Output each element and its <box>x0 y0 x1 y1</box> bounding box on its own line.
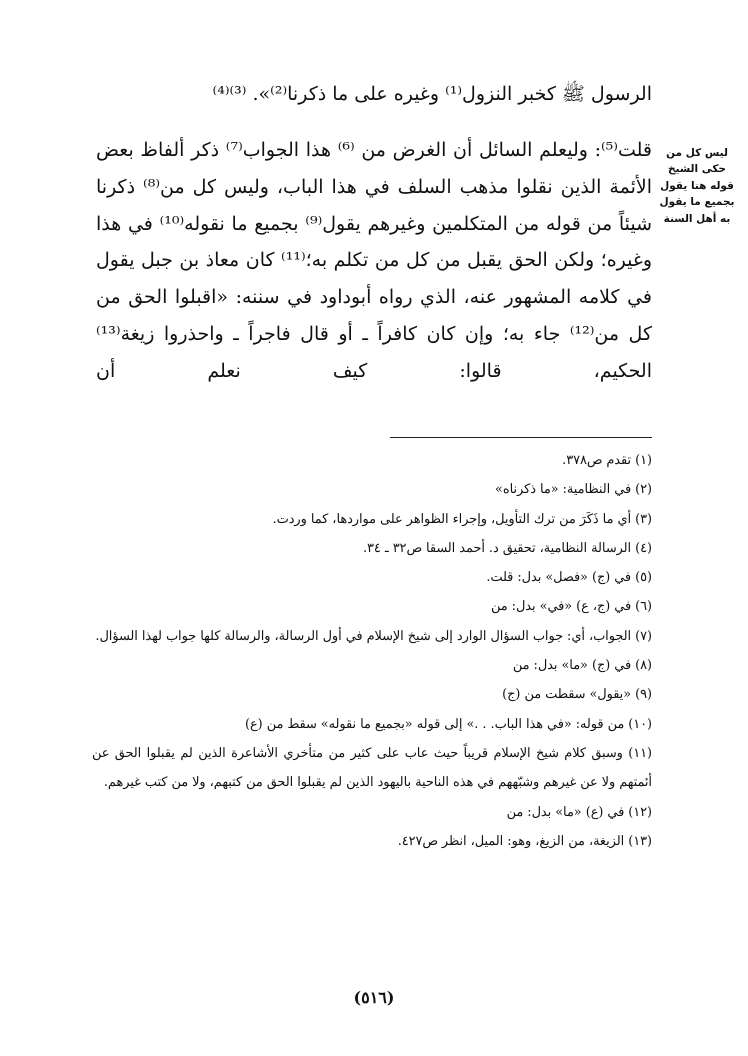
margin-note: ليس كل من حكى الشيخ قوله هنا يقول بجميع ما يقول به أهل السنة <box>659 147 735 225</box>
main-paragraph: قلت⁽⁵⁾: وليعلم السائل أن الغرض من ⁽⁶⁾ هذا الجواب⁽⁷⁾ ذكر ألفاظ بعض الأئمة الذين نقلوا مذهب السلف في هذا الباب، وليس كل من⁽⁸⁾ ذكرنا شيئاً من قوله من المتكلمين وغيرهم يقول⁽⁹⁾ بجميع ما نقوله⁽¹⁰⁾ في هذا وغيره؛ ولكن الحق يقبل من كل من تكلم به؛⁽¹¹⁾ كان معاذ بن جبل يقول في كلامه المشهور عنه، الذي رواه أبوداود في سننه: «اقبلوا الحق من كل من⁽¹²⁾ جاء به؛ وإن كان كافراً ـ أو قال فاجراً ـ واحذروا زيغة⁽¹³⁾ الحكيم، قالوا: كيف نعلم أن <box>96 139 653 382</box>
footnote-item: (١) تقدم ص٣٧٨. <box>562 453 652 468</box>
footnote-item: (٦) في (ج، ع) «في» بدل: من <box>491 599 652 615</box>
footnotes-list <box>92 446 652 856</box>
footnote-item: (١٢) في (ع) «ما» بدل: من <box>506 804 652 820</box>
footnote-item: (٥) في (ج) «فصل» بدل: قلت. <box>486 570 652 586</box>
footnote-item: (٣) أي ما ذَكَرَ من ترك التأويل، وإجراء الظواهر على مواردها، كما وردت. <box>272 511 652 527</box>
opening-line: الرسول ﷺ كخبر النزول⁽¹⁾ وغيره على ما ذكرنا⁽²⁾». ⁽³⁾⁽⁴⁾ <box>212 83 652 105</box>
page-number: (٥١٦) <box>353 988 395 1007</box>
footnote-item: (٩) «يقول» سقطت من (ج) <box>502 687 652 703</box>
footnote-item: (١٠) من قوله: «في هذا الباب. . .» إلى قوله «بجميع ما نقوله» سقط من (ع) <box>245 716 652 732</box>
footnote-item: (١١) وسبق كلام شيخ الإسلام قريباً حيث عاب على كثير من متأخري الأشاعرة الذين لم يقبلوا الحق عن أئمتهم ولا عن غيرهم وشبّههم في هذه الناحية باليهود الذين لم يقبلوا الحق من كتبهم، ولا من كتب غيرهم. <box>92 745 652 791</box>
footnote-item: (٤) الرسالة النظامية، تحقيق د. أحمد السقا ص٣٢ ـ ٣٤. <box>362 540 652 556</box>
footnote-item: (١٣) الزيغة، من الزيغ، وهو: الميل، انظر ص٤٢٧. <box>397 833 652 849</box>
footnote-item: (٧) الجواب، أي: جواب السؤال الوارد إلى شيخ الإسلام في أول الرسالة، والرسالة كلها جواب لهذا السؤال. <box>95 628 652 644</box>
footnote-separator <box>390 437 652 438</box>
footnote-item: (٨) في (ج) «ما» بدل: من <box>512 658 652 674</box>
footnote-item: (٢) في النظامية: «ما ذكرناه» <box>495 482 652 498</box>
